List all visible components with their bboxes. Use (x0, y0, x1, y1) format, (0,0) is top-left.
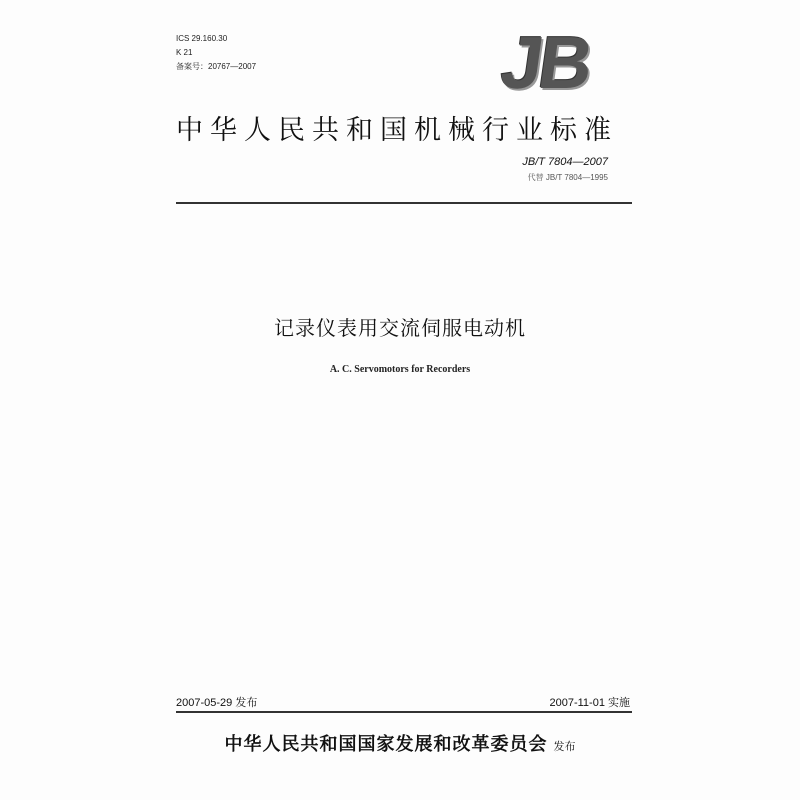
publisher-name: 中华人民共和国国家发展和改革委员会 (224, 734, 548, 755)
issue-date: 2007-05-29 发布 (176, 697, 258, 709)
document-title: 记录仪表用交流伺服电动机 (274, 316, 526, 340)
publisher-line (0, 730, 800, 756)
document-english-title: A. C. Servomotors for Recorders (329, 364, 471, 375)
implementation-date: 2007-11-01 实施 (549, 697, 630, 709)
bottom-divider (176, 711, 632, 713)
publish-action: 发布 (553, 740, 576, 753)
standard-number: JB/T 7804—2007 (522, 156, 608, 168)
top-divider (176, 202, 632, 204)
jb-logo: JB (496, 21, 595, 104)
record-number: 备案号：20767—2007 (176, 62, 257, 71)
header-metadata (176, 32, 256, 74)
replaced-standard: 代替 JB/T 7804—1995 (527, 173, 608, 182)
industry-standard-title: 中华人民共和国机械行业标准 (176, 115, 618, 146)
ics-code: ICS 29.160.30 (176, 34, 228, 43)
classification-code: K 21 (176, 48, 193, 57)
